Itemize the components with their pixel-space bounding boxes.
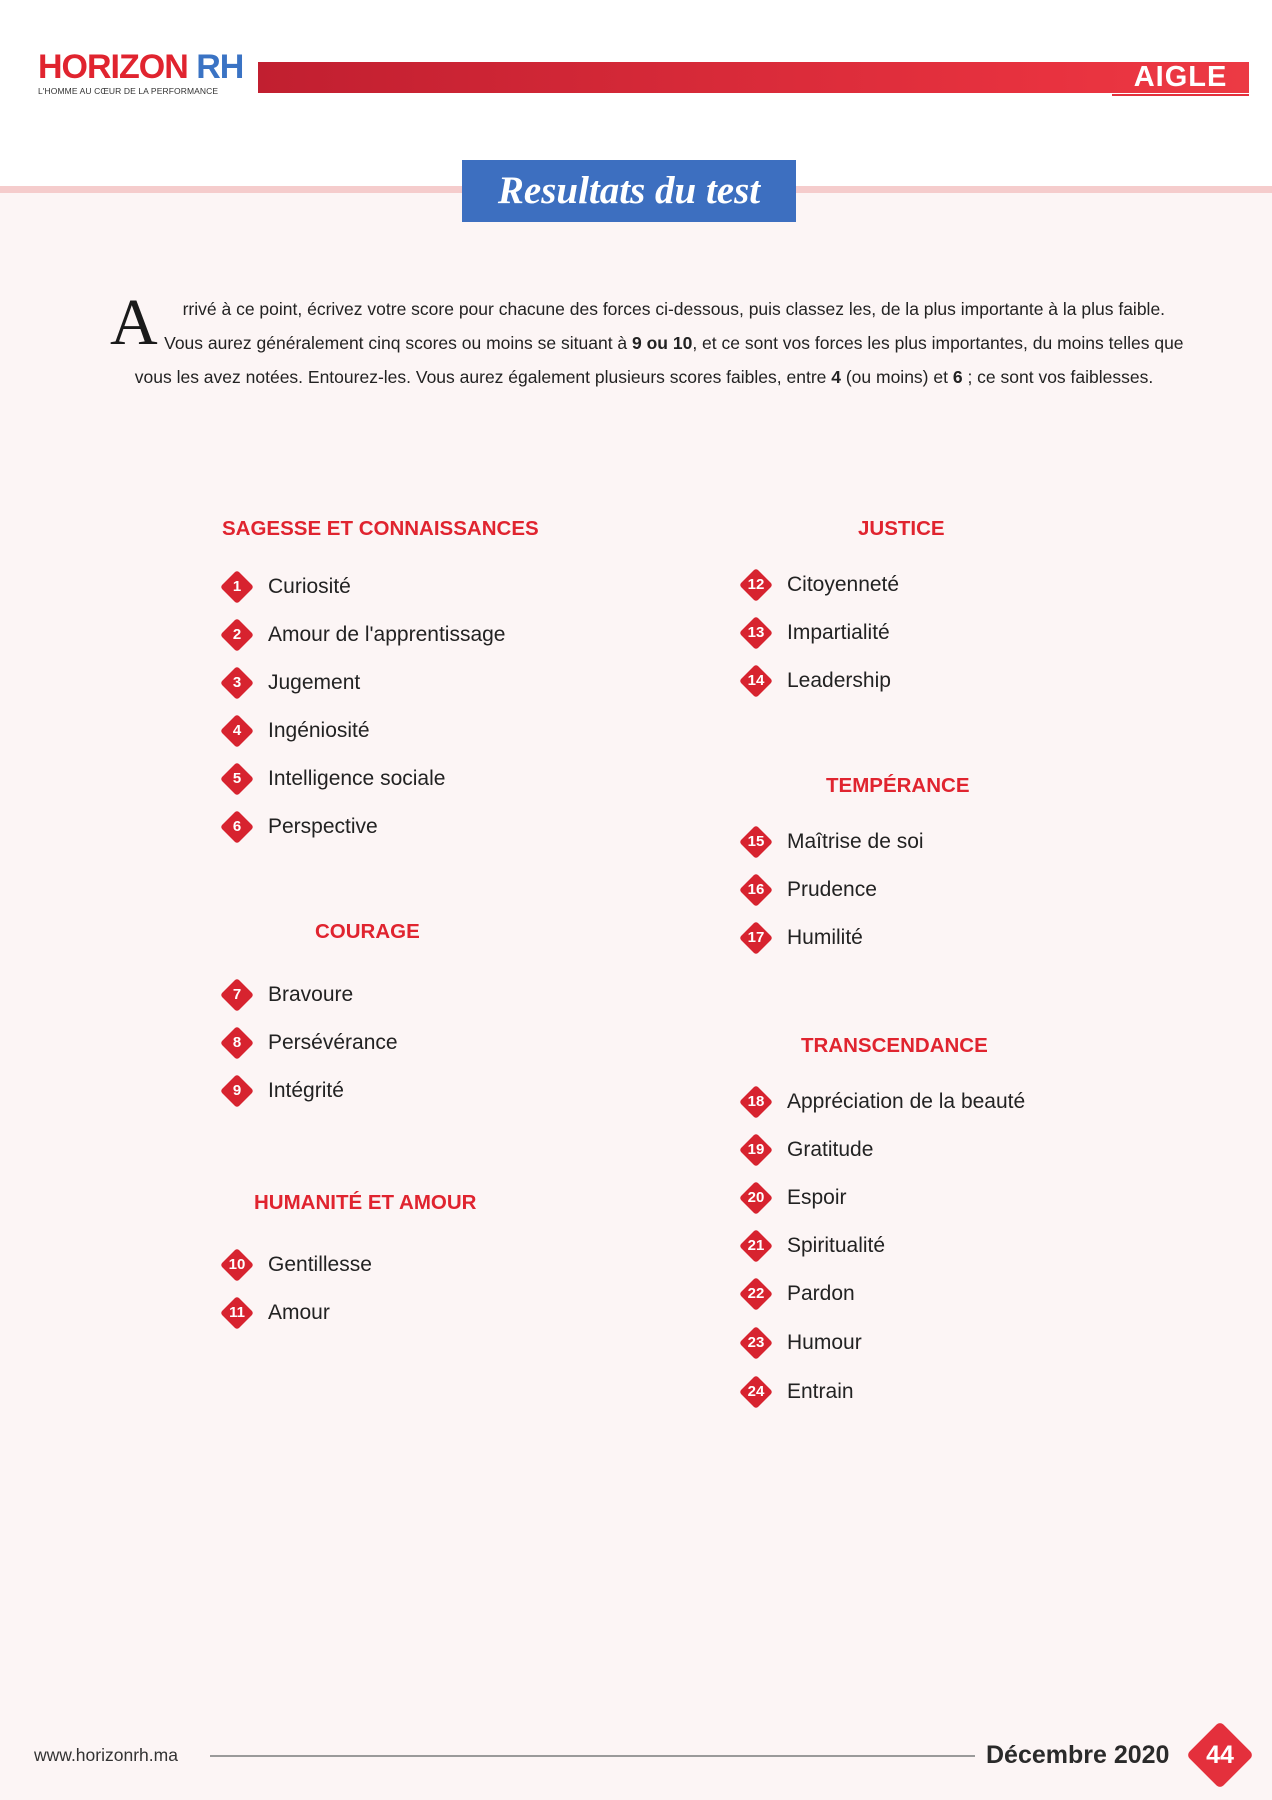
strength-label: Appréciation de la beauté	[787, 1090, 1026, 1113]
number-badge: 15	[739, 825, 773, 859]
header-red-bar	[258, 62, 1249, 93]
strength-label: Entrain	[787, 1380, 854, 1403]
number-badge: 7	[220, 978, 254, 1012]
strength-label: Impartialité	[787, 621, 890, 644]
strength-label: Humilité	[787, 926, 863, 949]
category-humanite-title: HUMANITÉ ET AMOUR	[254, 1191, 477, 1214]
strength-label: Prudence	[787, 878, 877, 901]
number-badge: 6	[220, 810, 254, 844]
strength-label: Perspective	[268, 815, 378, 838]
strength-label: Humour	[787, 1331, 862, 1354]
number-badge: 9	[220, 1074, 254, 1108]
page-number-badge	[1183, 1718, 1257, 1792]
footer-website-link[interactable]: www.horizonrh.ma	[34, 1745, 178, 1765]
horizon-rh-logo	[38, 50, 243, 96]
number-badge: 10	[220, 1248, 254, 1282]
number-badge: 24	[739, 1375, 773, 1409]
drop-cap: A	[110, 286, 158, 359]
strength-label: Gratitude	[787, 1138, 874, 1161]
strength-label: Maîtrise de soi	[787, 830, 924, 853]
strength-label: Intégrité	[268, 1079, 344, 1102]
strength-label: Persévérance	[268, 1031, 398, 1054]
number-badge: 13	[739, 616, 773, 650]
intro-bold-1: 9 ou 10	[632, 333, 693, 353]
intro-bold-2: 4	[831, 367, 841, 387]
number-badge: 8	[220, 1026, 254, 1060]
section-label: AIGLE	[1133, 61, 1228, 93]
strength-label: Jugement	[268, 671, 361, 694]
logo-tagline: L'HOMME AU CŒUR DE LA PERFORMANCE	[38, 86, 219, 96]
number-badge: 1	[220, 570, 254, 604]
intro-text-1: rrivé à ce point, écrivez votre score pour chacune des forces ci-dessous, puis classez les, de la plus importante à la plus faible. Vous aurez généralement cinq scores ou moins se situant à	[164, 299, 1166, 353]
page-number: 44	[1206, 1741, 1234, 1769]
page-title: Resultats du test	[462, 160, 796, 222]
strength-label: Intelligence sociale	[268, 767, 446, 790]
number-badge: 11	[220, 1296, 254, 1330]
strength-label: Amour	[268, 1301, 330, 1324]
strength-label: Pardon	[787, 1282, 855, 1305]
footer-issue-date: Décembre 2020	[986, 1741, 1170, 1769]
number-badge: 5	[220, 762, 254, 796]
footer-rule	[210, 1755, 975, 1757]
strength-label: Curiosité	[268, 575, 351, 598]
intro-text-4: ; ce sont vos faiblesses.	[962, 367, 1154, 387]
number-badge: 17	[739, 921, 773, 955]
strength-label: Spiritualité	[787, 1234, 886, 1257]
strength-label: Gentillesse	[268, 1253, 372, 1276]
category-temperance-title: TEMPÉRANCE	[826, 774, 970, 797]
number-badge: 16	[739, 873, 773, 907]
number-badge: 14	[739, 664, 773, 698]
number-badge: 21	[739, 1229, 773, 1263]
category-transcendance-title: TRANSCENDANCE	[801, 1034, 988, 1057]
strength-label: Citoyenneté	[787, 573, 900, 596]
number-badge: 19	[739, 1133, 773, 1167]
category-sagesse-title: SAGESSE ET CONNAISSANCES	[222, 517, 539, 540]
content-panel	[0, 190, 1272, 1800]
number-badge: 22	[739, 1277, 773, 1311]
intro-bold-3: 6	[952, 367, 963, 387]
category-courage-title: COURAGE	[315, 920, 420, 943]
intro-paragraph	[104, 286, 1184, 394]
number-badge: 20	[739, 1181, 773, 1215]
number-badge: 23	[739, 1326, 773, 1360]
number-badge: 12	[739, 568, 773, 602]
number-badge: 2	[220, 618, 254, 652]
intro-text-2: , et ce sont vos forces les plus importantes, du moins telles que vous les avez notées. Entourez-les. Vous aurez également plusieurs scores faibles, entre	[134, 333, 1184, 387]
strength-label: Ingéniosité	[268, 719, 370, 742]
strength-label: Leadership	[787, 669, 891, 692]
strength-label: Bravoure	[268, 983, 354, 1006]
section-underline	[1112, 94, 1249, 96]
logo-horizon: HORIZON	[38, 48, 188, 86]
strength-label: Espoir	[787, 1186, 847, 1209]
intro-text-3: (ou moins) et	[840, 367, 953, 387]
logo-wordmark	[38, 50, 243, 84]
number-badge: 18	[739, 1085, 773, 1119]
category-justice-title: JUSTICE	[858, 517, 945, 540]
number-badge: 4	[220, 714, 254, 748]
strength-label: Amour de l'apprentissage	[268, 623, 506, 646]
logo-rh: RH	[196, 48, 244, 86]
number-badge: 3	[220, 666, 254, 700]
